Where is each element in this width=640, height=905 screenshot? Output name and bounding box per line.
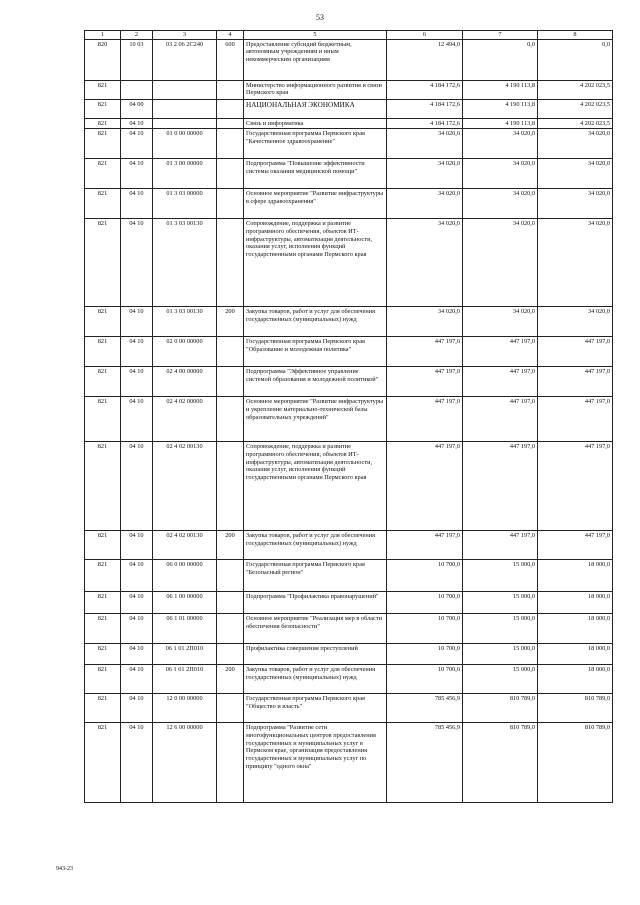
target-article-cell: 06 0 00 00000: [153, 560, 217, 592]
expense-type-cell: 600: [217, 39, 244, 80]
target-article-cell: 03 2 06 2C240: [153, 39, 217, 80]
target-article-cell: 02 4 02 00130: [153, 442, 217, 531]
amount-year1-cell: 785 456,9: [387, 694, 463, 723]
amount-year2-cell: 447 197,0: [463, 531, 538, 560]
description-cell: Сопровождение, поддержка и развитие программного обеспечения, объектов ИТ-инфраструктуры, автоматизация деятельности, оказания услуг, исполнения функций государственными органами Пермского края: [244, 442, 387, 531]
expense-type-cell: [217, 442, 244, 531]
target-article-cell: 06 1 01 2П010: [153, 644, 217, 665]
expense-type-cell: [217, 644, 244, 665]
amount-year2-cell: 4 190 113,8: [463, 99, 538, 118]
amount-year3-cell: 34 020,0: [538, 159, 613, 189]
target-article-cell: 06 1 01 2П010: [153, 665, 217, 694]
target-article-cell: 02 4 00 00000: [153, 367, 217, 397]
amount-year2-cell: 810 789,0: [463, 723, 538, 803]
target-article-cell: 12 6 00 00000: [153, 723, 217, 803]
description-cell: Связь и информатика: [244, 118, 387, 129]
description-cell: НАЦИОНАЛЬНАЯ ЭКОНОМИКА: [244, 99, 387, 118]
amount-year2-cell: 34 020,0: [463, 219, 538, 307]
target-article-cell: [153, 118, 217, 129]
section-code-cell: 04 10: [121, 442, 153, 531]
amount-year3-cell: 4 202 023,5: [538, 80, 613, 99]
amount-year2-cell: 810 789,0: [463, 694, 538, 723]
amount-year3-cell: 34 020,0: [538, 129, 613, 159]
ministry-code-cell: 821: [85, 397, 121, 442]
amount-year3-cell: 447 197,0: [538, 397, 613, 442]
table-row: [85, 39, 613, 80]
section-code-cell: 04 10: [121, 531, 153, 560]
table-row: [85, 80, 613, 99]
table-row: [85, 307, 613, 337]
ministry-code-cell: 821: [85, 723, 121, 803]
amount-year3-cell: 447 197,0: [538, 337, 613, 367]
table-row: [85, 189, 613, 219]
section-code-cell: 04 10: [121, 644, 153, 665]
table-row: [85, 397, 613, 442]
table-row: [85, 367, 613, 397]
expense-type-cell: 200: [217, 531, 244, 560]
description-cell: Закупка товаров, работ и услуг для обеспечения государственных (муниципальных) нужд: [244, 665, 387, 694]
ministry-code-cell: 821: [85, 560, 121, 592]
expense-type-cell: [217, 560, 244, 592]
amount-year3-cell: 447 197,0: [538, 442, 613, 531]
section-code-cell: 04 10: [121, 118, 153, 129]
section-code-cell: 04 10: [121, 367, 153, 397]
target-article-cell: 01 3 03 00130: [153, 219, 217, 307]
expense-type-cell: [217, 723, 244, 803]
table-row: [85, 694, 613, 723]
description-cell: Подпрограмма "Профилактика правонарушений": [244, 592, 387, 614]
amount-year2-cell: 34 020,0: [463, 129, 538, 159]
description-cell: Государственная программа Пермского края "Общество и власть": [244, 694, 387, 723]
ministry-code-cell: 820: [85, 39, 121, 80]
col-header-8: 8: [538, 31, 613, 40]
amount-year1-cell: 4 184 172,6: [387, 99, 463, 118]
description-cell: Предоставление субсидий бюджетным, автономным учреждениям и иным некоммерческим организациям: [244, 39, 387, 80]
expense-type-cell: [217, 159, 244, 189]
expense-type-cell: [217, 80, 244, 99]
table-row: [85, 665, 613, 694]
table-row: [85, 442, 613, 531]
target-article-cell: 06 1 00 00000: [153, 592, 217, 614]
table-row: [85, 129, 613, 159]
amount-year3-cell: 34 020,0: [538, 307, 613, 337]
amount-year3-cell: 810 789,0: [538, 723, 613, 803]
target-article-cell: 01 0 00 00000: [153, 129, 217, 159]
amount-year2-cell: 4 190 113,8: [463, 118, 538, 129]
amount-year3-cell: 0,0: [538, 39, 613, 80]
amount-year2-cell: 4 190 113,8: [463, 80, 538, 99]
table-row: [85, 337, 613, 367]
expense-type-cell: 200: [217, 307, 244, 337]
table-row: [85, 560, 613, 592]
page-number: 53: [316, 13, 324, 22]
amount-year1-cell: 4 184 172,6: [387, 118, 463, 129]
amount-year2-cell: 34 020,0: [463, 189, 538, 219]
description-cell: Государственная программа Пермского края "Качественное здравоохранение": [244, 129, 387, 159]
col-header-2: 2: [121, 31, 153, 40]
section-code-cell: 04 10: [121, 560, 153, 592]
target-article-cell: [153, 99, 217, 118]
amount-year3-cell: 18 000,0: [538, 614, 613, 644]
amount-year1-cell: 447 197,0: [387, 367, 463, 397]
col-header-5: 5: [244, 31, 387, 40]
amount-year2-cell: 15 000,0: [463, 592, 538, 614]
target-article-cell: [153, 80, 217, 99]
amount-year2-cell: 15 000,0: [463, 614, 538, 644]
section-code-cell: 04 10: [121, 219, 153, 307]
ministry-code-cell: 821: [85, 367, 121, 397]
expense-type-cell: [217, 129, 244, 159]
table-row: [85, 219, 613, 307]
header-row: [85, 31, 613, 40]
amount-year1-cell: 34 020,0: [387, 159, 463, 189]
table-row: [85, 99, 613, 118]
target-article-cell: 02 4 02 00000: [153, 397, 217, 442]
target-article-cell: 01 3 00 00000: [153, 159, 217, 189]
amount-year1-cell: 10 700,0: [387, 560, 463, 592]
amount-year1-cell: 34 020,0: [387, 129, 463, 159]
ministry-code-cell: 821: [85, 665, 121, 694]
ministry-code-cell: 821: [85, 129, 121, 159]
amount-year1-cell: 10 700,0: [387, 592, 463, 614]
col-header-7: 7: [463, 31, 538, 40]
section-code-cell: 04 10: [121, 159, 153, 189]
amount-year3-cell: 447 197,0: [538, 531, 613, 560]
table-row: [85, 592, 613, 614]
ministry-code-cell: 821: [85, 337, 121, 367]
section-code-cell: 04 10: [121, 665, 153, 694]
expense-type-cell: 200: [217, 665, 244, 694]
amount-year3-cell: 18 000,0: [538, 665, 613, 694]
section-code-cell: 04 10: [121, 723, 153, 803]
amount-year3-cell: 18 000,0: [538, 592, 613, 614]
ministry-code-cell: 821: [85, 644, 121, 665]
col-header-1: 1: [85, 31, 121, 40]
col-header-3: 3: [153, 31, 217, 40]
amount-year1-cell: 12 494,0: [387, 39, 463, 80]
expense-type-cell: [217, 592, 244, 614]
section-code-cell: 04 10: [121, 694, 153, 723]
ministry-code-cell: 821: [85, 694, 121, 723]
description-cell: Государственная программа Пермского края "Образование и молодежная политика": [244, 337, 387, 367]
ministry-code-cell: 821: [85, 592, 121, 614]
amount-year3-cell: 18 000,0: [538, 560, 613, 592]
description-cell: Сопровождение, поддержка и развитие программного обеспечения, объектов ИТ-инфраструктуры, автоматизация деятельности, оказания услуг, исполнения функций государственными органами Пермского края: [244, 219, 387, 307]
expense-type-cell: [217, 397, 244, 442]
ministry-code-cell: 821: [85, 99, 121, 118]
amount-year1-cell: 447 197,0: [387, 442, 463, 531]
table-row: [85, 644, 613, 665]
amount-year1-cell: 4 184 172,6: [387, 80, 463, 99]
amount-year3-cell: 18 000,0: [538, 644, 613, 665]
ministry-code-cell: 821: [85, 442, 121, 531]
amount-year2-cell: 34 020,0: [463, 307, 538, 337]
expense-type-cell: [217, 99, 244, 118]
amount-year3-cell: 34 020,0: [538, 219, 613, 307]
section-code-cell: 04 10: [121, 189, 153, 219]
target-article-cell: 02 4 02 00130: [153, 531, 217, 560]
amount-year2-cell: 447 197,0: [463, 397, 538, 442]
ministry-code-cell: 821: [85, 219, 121, 307]
target-article-cell: 06 1 01 00000: [153, 614, 217, 644]
ministry-code-cell: 821: [85, 80, 121, 99]
description-cell: Профилактика совершения преступлений: [244, 644, 387, 665]
amount-year3-cell: 34 020,0: [538, 189, 613, 219]
description-cell: Министерство информационного развития и связи Пермского края: [244, 80, 387, 99]
table-row: [85, 159, 613, 189]
section-code-cell: 04 10: [121, 129, 153, 159]
ministry-code-cell: 821: [85, 614, 121, 644]
target-article-cell: 12 0 00 00000: [153, 694, 217, 723]
expense-type-cell: [217, 219, 244, 307]
section-code-cell: 04 10: [121, 337, 153, 367]
section-code-cell: 04 10: [121, 397, 153, 442]
expense-type-cell: [217, 367, 244, 397]
description-cell: Закупка товаров, работ и услуг для обеспечения государственных (муниципальных) нужд: [244, 307, 387, 337]
amount-year1-cell: 785 456,9: [387, 723, 463, 803]
amount-year2-cell: 15 000,0: [463, 665, 538, 694]
amount-year1-cell: 34 020,0: [387, 307, 463, 337]
description-cell: Основное мероприятие "Реализация мер в области обеспечения безопасности": [244, 614, 387, 644]
amount-year2-cell: 15 000,0: [463, 644, 538, 665]
table-row: [85, 723, 613, 803]
amount-year2-cell: 447 197,0: [463, 367, 538, 397]
amount-year1-cell: 34 020,0: [387, 189, 463, 219]
description-cell: Государственная программа Пермского края "Безопасный регион": [244, 560, 387, 592]
ministry-code-cell: 821: [85, 307, 121, 337]
amount-year1-cell: 10 700,0: [387, 665, 463, 694]
section-code-cell: [121, 80, 153, 99]
amount-year1-cell: 447 197,0: [387, 337, 463, 367]
amount-year1-cell: 34 020,0: [387, 219, 463, 307]
amount-year2-cell: 15 000,0: [463, 560, 538, 592]
expense-type-cell: [217, 614, 244, 644]
description-cell: Закупка товаров, работ и услуг для обеспечения государственных (муниципальных) нужд: [244, 531, 387, 560]
expense-type-cell: [217, 189, 244, 219]
ministry-code-cell: 821: [85, 531, 121, 560]
amount-year1-cell: 10 700,0: [387, 644, 463, 665]
amount-year3-cell: 810 789,0: [538, 694, 613, 723]
expense-type-cell: [217, 118, 244, 129]
section-code-cell: 04 00: [121, 99, 153, 118]
amount-year2-cell: 447 197,0: [463, 442, 538, 531]
expense-type-cell: [217, 337, 244, 367]
amount-year3-cell: 4 202 023,5: [538, 118, 613, 129]
ministry-code-cell: 821: [85, 189, 121, 219]
table-row: [85, 531, 613, 560]
section-code-cell: 04 10: [121, 307, 153, 337]
ministry-code-cell: 821: [85, 118, 121, 129]
target-article-cell: 02 0 00 00000: [153, 337, 217, 367]
expense-type-cell: [217, 694, 244, 723]
table-row: [85, 118, 613, 129]
amount-year1-cell: 447 197,0: [387, 397, 463, 442]
amount-year3-cell: 4 202 023,5: [538, 99, 613, 118]
description-cell: Основное мероприятие "Развитие инфраструктуры в сфере здравоохранения": [244, 189, 387, 219]
col-header-4: 4: [217, 31, 244, 40]
amount-year1-cell: 447 197,0: [387, 531, 463, 560]
target-article-cell: 01 3 03 00000: [153, 189, 217, 219]
amount-year1-cell: 10 700,0: [387, 614, 463, 644]
budget-table: [84, 30, 613, 803]
amount-year2-cell: 447 197,0: [463, 337, 538, 367]
description-cell: Подпрограмма "Эффективное управление системой образования и молодежной политикой": [244, 367, 387, 397]
section-code-cell: 10 03: [121, 39, 153, 80]
footer-document-code: 943-23: [56, 866, 73, 872]
ministry-code-cell: 821: [85, 159, 121, 189]
amount-year3-cell: 447 197,0: [538, 367, 613, 397]
section-code-cell: 04 10: [121, 592, 153, 614]
table-row: [85, 614, 613, 644]
col-header-6: 6: [387, 31, 463, 40]
description-cell: Подпрограмма "Развитие сети многофункциональных центров предоставления государственных и муниципальных услуг в Пермском крае, организация предоставления государственных и муниципальных услуг по принципу "одного окна": [244, 723, 387, 803]
amount-year2-cell: 0,0: [463, 39, 538, 80]
section-code-cell: 04 10: [121, 614, 153, 644]
target-article-cell: 01 3 03 00130: [153, 307, 217, 337]
description-cell: Подпрограмма "Повышение эффективности системы оказания медицинской помощи": [244, 159, 387, 189]
amount-year2-cell: 34 020,0: [463, 159, 538, 189]
description-cell: Основное мероприятие "Развитие инфраструктуры и укрепление материально-технической базы образовательных учреждений": [244, 397, 387, 442]
